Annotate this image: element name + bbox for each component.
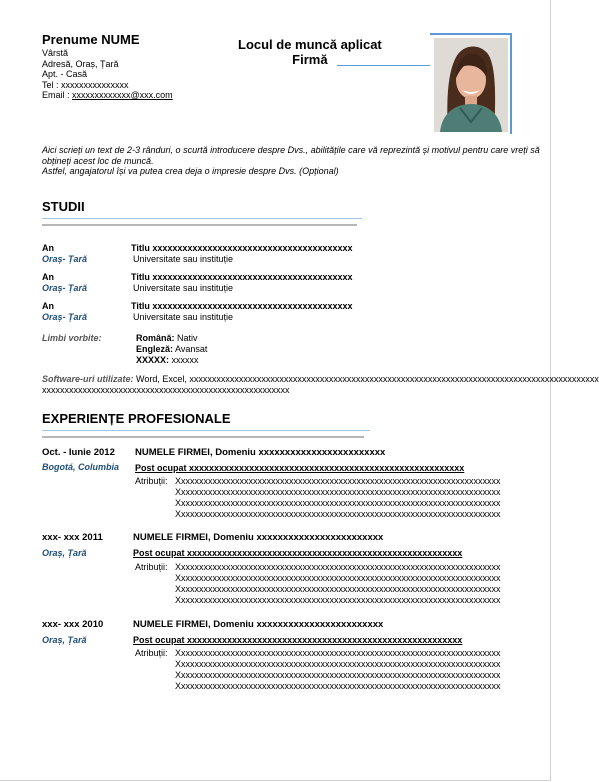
- attribution-line: Xxxxxxxxxxxxxxxxxxxxxxxxxxxxxxxxxxxxxxxxxxxxxxxxxxxxxxxxxxxxxxxxxxxxxxxx: [175, 562, 501, 572]
- candidate-name: Prenume NUME: [42, 32, 140, 47]
- section-title-experienta: EXPERIENȚE PROFESIONALE: [42, 411, 231, 426]
- study-title: Titlu xxxxxxxxxxxxxxxxxxxxxxxxxxxxxxxxxxxxxxxx: [131, 272, 353, 282]
- job-post: Post ocupat xxxxxxxxxxxxxxxxxxxxxxxxxxxxxxxxxxxxxxxxxxxxxxxxxxxxxxx: [133, 635, 463, 645]
- job-location: Oraș, Țară: [42, 635, 87, 645]
- job-company: NUMELE FIRMEI, Domeniu xxxxxxxxxxxxxxxxxxxxxxxx: [133, 619, 384, 630]
- contact-age: Vârstă: [42, 48, 69, 58]
- attribution-line: Xxxxxxxxxxxxxxxxxxxxxxxxxxxxxxxxxxxxxxxxxxxxxxxxxxxxxxxxxxxxxxxxxxxxxxxx: [175, 573, 501, 583]
- experienta-rule-gray: [42, 436, 364, 438]
- job-location: Bogotá, Columbia: [42, 462, 119, 472]
- intro-line-1: Aici scrieți un text de 2-3 rânduri, o scurtă introducere despre Dvs., abilitățile care vă reprezintă și motivul pentru care vreți să obțineți acest loc de muncă.: [42, 145, 540, 166]
- attributions-label: Atribuții:: [135, 476, 168, 486]
- study-location: Oraș- Țară: [42, 312, 88, 322]
- study-institution: Universitate sau instituție: [133, 283, 234, 293]
- attribution-line: Xxxxxxxxxxxxxxxxxxxxxxxxxxxxxxxxxxxxxxxxxxxxxxxxxxxxxxxxxxxxxxxxxxxxxxxx: [175, 487, 501, 497]
- job-period: xxx- xxx 2011: [42, 532, 103, 543]
- attribution-line: Xxxxxxxxxxxxxxxxxxxxxxxxxxxxxxxxxxxxxxxxxxxxxxxxxxxxxxxxxxxxxxxxxxxxxxxx: [175, 498, 501, 508]
- attribution-line: Xxxxxxxxxxxxxxxxxxxxxxxxxxxxxxxxxxxxxxxxxxxxxxxxxxxxxxxxxxxxxxxxxxxxxxxx: [175, 584, 501, 594]
- contact-phone: Tel : xxxxxxxxxxxxxxx: [42, 79, 129, 90]
- intro-text: [42, 145, 540, 177]
- attribution-line: Xxxxxxxxxxxxxxxxxxxxxxxxxxxxxxxxxxxxxxxxxxxxxxxxxxxxxxxxxxxxxxxxxxxxxxxx: [175, 476, 501, 486]
- job-title: Locul de muncă aplicat: [238, 37, 382, 52]
- study-title: Titlu xxxxxxxxxxxxxxxxxxxxxxxxxxxxxxxxxxxxxxxx: [131, 243, 353, 253]
- contact-address: Adresă, Oraș, Țară: [42, 58, 119, 69]
- language-name: Română:: [136, 333, 175, 343]
- job-heading: [238, 37, 382, 67]
- language-level: Avansat: [175, 344, 208, 354]
- attribution-line: Xxxxxxxxxxxxxxxxxxxxxxxxxxxxxxxxxxxxxxxxxxxxxxxxxxxxxxxxxxxxxxxxxxxxxxxx: [175, 670, 501, 680]
- studii-rule-blue: [42, 218, 362, 219]
- study-year: An: [42, 243, 54, 253]
- contact-email-row: [42, 90, 173, 101]
- experienta-rule-blue: [42, 430, 370, 431]
- contact-block: [42, 48, 173, 101]
- language-level: Nativ: [177, 333, 198, 343]
- study-location: Oraș- Țară: [42, 283, 88, 293]
- profile-photo-illustration: [434, 38, 508, 132]
- company-name: Firmă: [292, 52, 328, 67]
- software-list: Word, Excel, xxxxxxxxxxxxxxxxxxxxxxxxxxxxxxxxxxxxxxxxxxxxxxxxxxxxxxxxxxxxxxxxxxxxxxxxxxxxxxxxxxxxxxxxxxx: [136, 374, 599, 384]
- attributions-label: Atribuții:: [135, 648, 168, 658]
- language-row: [136, 355, 199, 366]
- email-label: Email :: [42, 90, 73, 100]
- language-name: Engleză:: [136, 344, 174, 354]
- job-post: Post ocupat xxxxxxxxxxxxxxxxxxxxxxxxxxxxxxxxxxxxxxxxxxxxxxxxxxxxxxx: [133, 548, 463, 558]
- study-year: An: [42, 272, 54, 282]
- attribution-line: Xxxxxxxxxxxxxxxxxxxxxxxxxxxxxxxxxxxxxxxxxxxxxxxxxxxxxxxxxxxxxxxxxxxxxxxx: [175, 681, 501, 691]
- section-title-studii: STUDII: [42, 199, 85, 214]
- attribution-line: Xxxxxxxxxxxxxxxxxxxxxxxxxxxxxxxxxxxxxxxxxxxxxxxxxxxxxxxxxxxxxxxxxxxxxxxx: [175, 648, 501, 658]
- contact-apartment: Apt. - Casă: [42, 69, 88, 79]
- studii-rule-gray: [42, 224, 357, 226]
- attribution-line: Xxxxxxxxxxxxxxxxxxxxxxxxxxxxxxxxxxxxxxxxxxxxxxxxxxxxxxxxxxxxxxxxxxxxxxxx: [175, 659, 501, 669]
- job-company: NUMELE FIRMEI, Domeniu xxxxxxxxxxxxxxxxxxxxxxxx: [133, 532, 384, 543]
- software-row: [42, 374, 599, 385]
- job-accent-line: [337, 65, 430, 66]
- intro-line-2: Astfel, angajatorul își va putea crea deja o impresie despre Dvs. (Opțional): [42, 166, 339, 176]
- study-institution: Universitate sau instituție: [133, 254, 234, 264]
- attributions-label: Atribuții:: [135, 562, 168, 572]
- job-period: xxx- xxx 2010: [42, 619, 104, 630]
- job-company: NUMELE FIRMEI, Domeniu xxxxxxxxxxxxxxxxxxxxxxxx: [135, 447, 386, 458]
- study-year: An: [42, 301, 54, 311]
- language-row: [136, 344, 207, 355]
- job-location: Oraș, Țară: [42, 548, 87, 558]
- study-title: Titlu xxxxxxxxxxxxxxxxxxxxxxxxxxxxxxxxxxxxxxxx: [131, 301, 353, 311]
- profile-photo: [434, 38, 508, 132]
- language-row: [136, 333, 198, 344]
- attribution-line: Xxxxxxxxxxxxxxxxxxxxxxxxxxxxxxxxxxxxxxxxxxxxxxxxxxxxxxxxxxxxxxxxxxxxxxxx: [175, 595, 501, 605]
- email-link[interactable]: xxxxxxxxxxxxx@xxx.com: [72, 90, 173, 100]
- languages-label: Limbi vorbite:: [42, 333, 102, 343]
- language-name: XXXXX:: [136, 355, 170, 365]
- software-list-cont: xxxxxxxxxxxxxxxxxxxxxxxxxxxxxxxxxxxxxxxxxxxxxxxxxxxxxxx: [42, 385, 290, 395]
- attribution-line: Xxxxxxxxxxxxxxxxxxxxxxxxxxxxxxxxxxxxxxxxxxxxxxxxxxxxxxxxxxxxxxxxxxxxxxxx: [175, 509, 501, 519]
- job-period: Oct. - Iunie 2012: [42, 447, 115, 458]
- study-location: Oraș- Țară: [42, 254, 88, 264]
- language-level: xxxxxx: [171, 355, 199, 365]
- study-institution: Universitate sau instituție: [133, 312, 234, 322]
- job-post: Post ocupat xxxxxxxxxxxxxxxxxxxxxxxxxxxxxxxxxxxxxxxxxxxxxxxxxxxxxxx: [135, 463, 465, 473]
- software-label: Software-uri utilizate:: [42, 374, 134, 384]
